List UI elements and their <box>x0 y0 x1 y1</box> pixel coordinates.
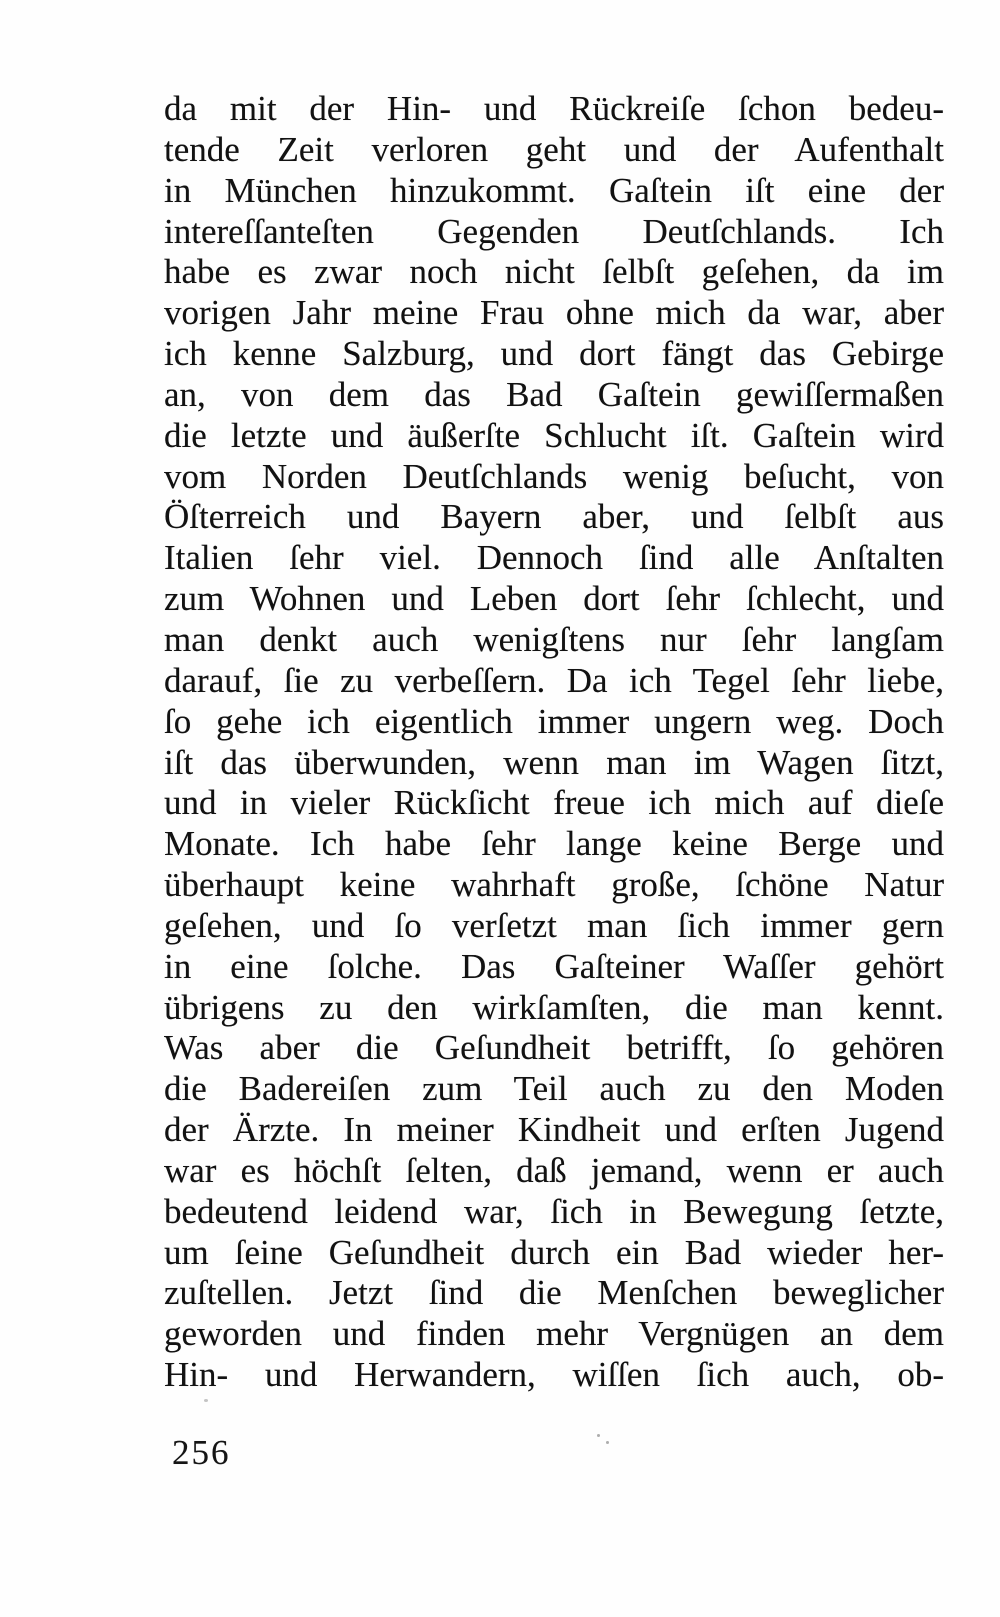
text-line: tende Zeit verloren geht und der Aufenthalt <box>164 129 944 169</box>
text-line: habe es zwar noch nicht ſelbſt geſehen, da im <box>164 252 944 292</box>
text-line: Hin- und Herwandern, wiſſen ſich auch, ob- <box>164 1355 944 1395</box>
text-line: intereſſanteſten Gegenden Deutſchlands. Ich <box>164 211 944 251</box>
text-line: Öſterreich und Bayern aber, und ſelbſt aus <box>164 497 944 537</box>
text-line: Monate. Ich habe ſehr lange keine Berge und <box>164 824 944 864</box>
text-line: überhaupt keine wahrhaft große, ſchöne Natur <box>164 865 944 905</box>
text-line: in eine ſolche. Das Gaſteiner Waſſer gehört <box>164 946 944 986</box>
text-line: vorigen Jahr meine Frau ohne mich da war, aber <box>164 293 944 333</box>
scan-speckle <box>606 1441 609 1444</box>
text-line: zuſtellen. Jetzt ſind die Menſchen beweglicher <box>164 1273 944 1313</box>
text-line: Was aber die Geſundheit betrifft, ſo gehören <box>164 1028 944 1068</box>
text-line: in München hinzukommt. Gaſtein iſt eine der <box>164 170 944 210</box>
text-line: war es höchſt ſelten, daß jemand, wenn er auch <box>164 1150 944 1190</box>
page-number: 256 <box>172 1433 231 1472</box>
text-line: bedeutend leidend war, ſich in Bewegung ſetzte, <box>164 1191 944 1231</box>
text-line: geſehen, und ſo verſetzt man ſich immer gern <box>164 905 944 945</box>
text-line: der Ärzte. In meiner Kindheit und erſten Jugend <box>164 1110 944 1150</box>
scan-speckle <box>204 1399 208 1402</box>
text-line: Italien ſehr viel. Dennoch ſind alle Anſtalten <box>164 538 944 578</box>
text-line: ich kenne Salzburg, und dort fängt das Gebirge <box>164 334 944 374</box>
scan-speckle <box>597 1434 600 1437</box>
text-line: und in vieler Rückſicht freue ich mich auf dieſe <box>164 783 944 823</box>
text-line: ſo gehe ich eigentlich immer ungern weg. Doch <box>164 701 944 741</box>
text-line: vom Norden Deutſchlands wenig beſucht, von <box>164 456 944 496</box>
text-line: um ſeine Geſundheit durch ein Bad wieder her- <box>164 1232 944 1272</box>
text-line: darauf, ſie zu verbeſſern. Da ich Tegel ſehr liebe, <box>164 660 944 700</box>
text-line: iſt das überwunden, wenn man im Wagen ſitzt, <box>164 742 944 782</box>
text-line: da mit der Hin- und Rückreiſe ſchon bedeu- <box>164 89 944 128</box>
body-text-block <box>164 89 944 1396</box>
text-line: die letzte und äußerſte Schlucht iſt. Gaſtein wird <box>164 415 944 455</box>
text-line: geworden und finden mehr Vergnügen an dem <box>164 1314 944 1354</box>
text-line: zum Wohnen und Leben dort ſehr ſchlecht, und <box>164 579 944 619</box>
text-line: die Badereiſen zum Teil auch zu den Moden <box>164 1069 944 1109</box>
text-line: übrigens zu den wirkſamſten, die man kennt. <box>164 987 944 1027</box>
text-line: an, von dem das Bad Gaſtein gewiſſermaßen <box>164 374 944 414</box>
text-line: man denkt auch wenigſtens nur ſehr langſam <box>164 619 944 659</box>
